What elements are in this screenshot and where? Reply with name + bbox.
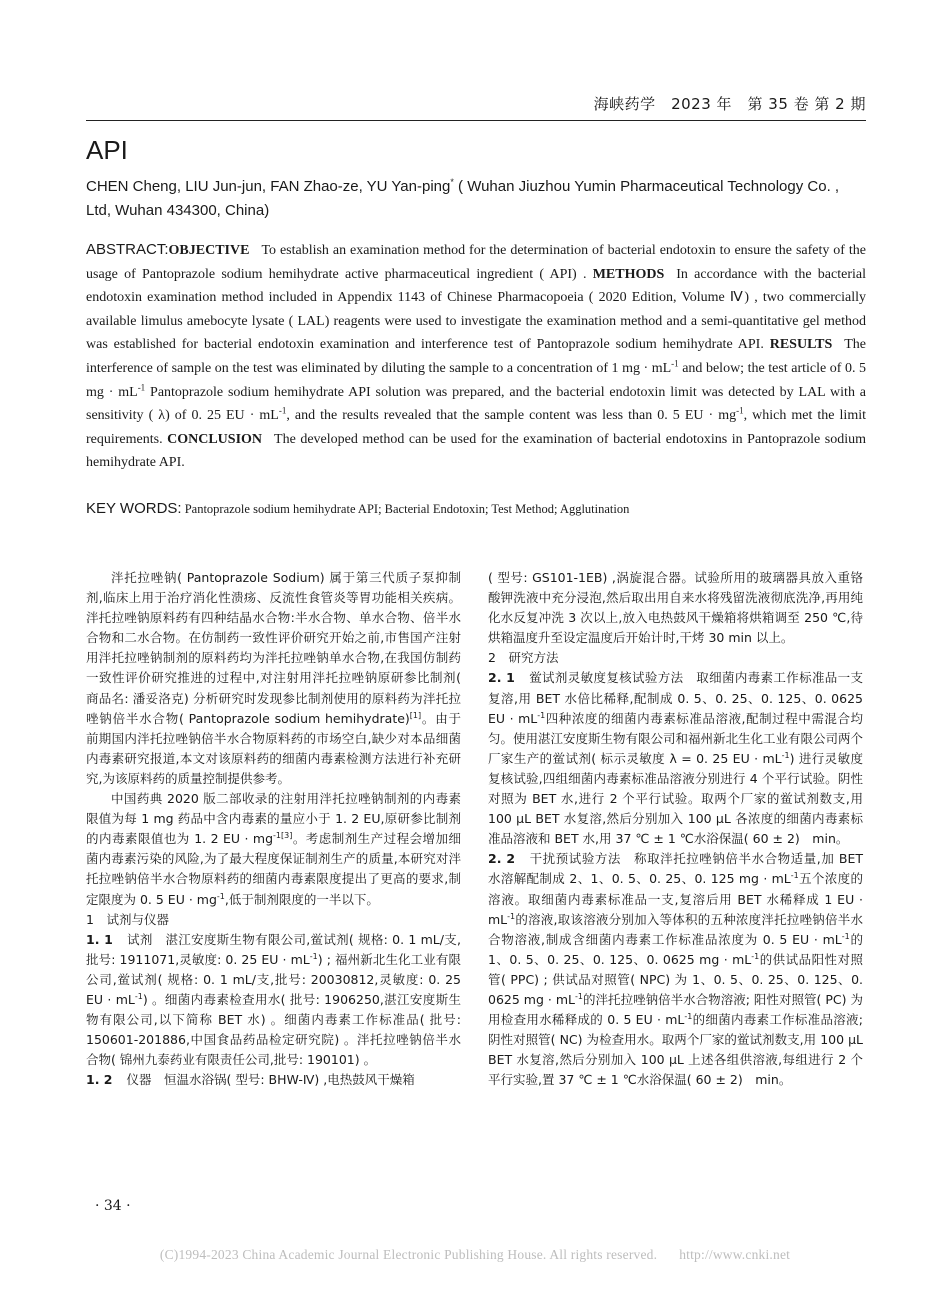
authors-block [86,170,866,223]
section-heading-2: 2 研究方法 [488,650,559,666]
article-title-fragment: API [86,135,128,165]
keywords-text: Pantoprazole sodium hemihydrate API; Bacterial Endotoxin; Test Method; Agglutination [184,502,630,516]
objective-text: To establish an examination method for the determination of bacterial endotoxin to ensure the safety of the usage of Pantoprazole sodium hemihydrate active pharmaceutical ingredient ( API) . [86,243,866,282]
subsection-2-1: 2. 1 鲎试剂灵敏度复核试验方法 取细菌内毒素工作标准品一支复溶,用 BET 水倍比稀释,配制成 0. 5、0. 25、0. 125、0. 0625 EU · $mL^{-1}$四种浓度的细菌内毒素标准品溶液,配制过程中需混合均匀。使用湛江安度斯生物有限公司和福州新北生化工业有限公司两个厂家生产的鲎试剂( 标示灵敏度 λ = 0. 25 EU · $mL^{-1}$) 进行灵敏度复核试验,四组细菌内毒素标准品溶液分别进行 4 个平行试验。阴性对照为 BET 水,进行 2 个平行试验。取两个厂家的鲎试剂数支,用 100 μL BET 水复溶,然后分别加入 100 μL 各浓度的细菌内毒素标准品溶液和 BET 水,用 37 ℃ ± 1 ℃水浴保温( 60 ± 2) min。 [488,670,864,847]
objective-label: OBJECTIVE [168,243,250,258]
author-names: CHEN Cheng, LIU Jun-jun, FAN Zhao-ze, YU Yan-ping [86,178,451,195]
corresponding-mark: * [450,177,454,187]
header-rule [86,120,866,121]
author-affiliation: ( Wuhan Jiuzhou Yumin Pharmaceutical Technology Co. , Ltd, Wuhan 434300, China) [86,178,840,219]
intro-paragraph-2: 中国药典 2020 版二部收录的注射用泮托拉唑钠制剂的内毒素限值为每 1 mg 药品中含内毒素的量应小于 1. 2 EU,原研参比制剂的内毒素限值也为 1. 2 EU · $mg^{-1[3]}$。考虑制剂生产过程会增加细菌内毒素污染的风险,为了最大程度保证制剂生产的质量,本研究对泮托拉唑钠倍半水合物原料药的细菌内毒素限度提出了更高的要求,制定限度为 0. 5 EU · $mg^{-1}$,低于制剂限度的一半以下。 [86,791,461,907]
copyright-footer [0,1247,950,1263]
subsection-2-2: 2. 2 干扰预试验方法 称取泮托拉唑钠倍半水合物适量,加 BET 水溶解配制成 2、1、0. 5、0. 25、0. 125 mg · $mL^{-1}$五个浓度的溶液。取细菌内毒素标准品一支,复溶后用 BET 水稀释成 1 EU · $mL^{-1}$的溶液,取该溶液分别加入等体积的五种浓度泮托拉唑钠倍半水合物溶液,制成含细菌内毒素工作标准品浓度为 0. 5 EU · $mL^{-1}$的 1、0. 5、0. 25、0. 125、0. 0625 mg · $mL^{-1}$的供试品阳性对照管( PPC) ; 供试品对照管( NPC) 为 1、0. 5、0. 25、0. 125、0. 0625 mg · $mL^{-1}$的泮托拉唑钠倍半水合物溶液; 阳性对照管( PC) 为用检查用水稀释成的 0. 5 EU · $mL^{-1}$的细菌内毒素工作标准品溶液; 阴性对照管( NC) 为检查用水。取两个厂家的鲎试剂数支,用 100 μL BET 水复溶,然后分别加入 100 μL 上述各组供溶液,每组进行 2 个平行实验,置 37 ℃ ± 1 ℃水浴保温( 60 ± 2) min。 [488,851,864,1088]
cnki-link[interactable]: http://www.cnki.net [679,1247,791,1262]
methods-label: METHODS [592,266,665,282]
results-label: RESULTS [769,337,833,353]
intro-paragraph-1: 泮托拉唑钠( Pantoprazole Sodium) 属于第三代质子泵抑制剂,临床上用于治疗消化性溃疡、反流性食管炎等胃功能相关疾病。泮托拉唑钠原料药有四种结晶水合物:半水合物、单水合物、倍半水合物和二水合物。在仿制药一致性评价研究开始之前,市售国产注射用泮托拉唑钠制剂的原料药均为泮托拉唑钠单水合物,在我国仿制药一致性评价研究推进的过程中,对注射用泮托拉唑钠原研参比制剂( 商品名: 潘妥洛克) 分析研究时发现参比制剂使用的原料药为泮托拉唑钠倍半水合物( Pantoprazole sodium hemihydrate)[1]。由于前期国内泮托拉唑钠倍半水合物原料药的市场空白,缺少对本品细菌内毒素研究报道,本文对该原料药的细菌内毒素检测方法进行补充研究,为该原料药的质量控制提供参考。 [86,570,461,786]
citation-ref: [1] [409,710,422,720]
left-column [86,568,461,1090]
conclusion-text: The developed method can be used for the examination of bacterial endotoxins in Pantoprazole sodium hemihydrate API. [86,431,867,471]
right-column [488,568,863,1090]
page-number: · 34 · [95,1198,131,1214]
conclusion-label: CONCLUSION [167,431,263,447]
subsection-1-1: 1. 1 试剂 湛江安度斯生物有限公司,鲎试剂( 规格: 0. 1 mL/支,批号: 1911071,灵敏度: 0. 25 EU · $mL^{-1}$) ; 福州新北生化工业有限公司,鲎试剂( 规格: 0. 1 mL/支,批号: 20030812,灵敏度: 0. 25 EU · $mL^{-1}$) 。细菌内毒素检查用水( 批号: 1906250,湛江安度斯生物有限公司,以下简称 BET 水) 。细菌内毒素工作标准品( 批号: 150601-201886,中国食品药品检定研究院) 。泮托拉唑钠倍半水合物( 锦州九泰药业有限责任公司,批号: 190101) 。 [86,931,462,1068]
abstract-label: ABSTRACT: [86,241,169,258]
section-heading-1: 1 试剂与仪器 [86,911,169,927]
methods-text: In accordance with the bacterial endotoxin examination method included in Appendix 1143 of Chinese Pharmacopoeia ( 2020 Edition, Volume Ⅳ) , two commercially available limulus amebocyte lysate ( LAL) reagents were used to investigate the examination method and a semi-quantitative gel method was established for bacterial endotoxin examination and interference test of Pantoprazole sodium hemihydrate API. [86,266,866,353]
english-abstract [86,238,866,475]
keywords [86,500,866,517]
keywords-label: KEY WORDS: [86,500,182,517]
journal-header: 海峡药学 2023 年 第 35 卷 第 2 期 [593,95,866,113]
copyright-text: (C)1994-2023 China Academic Journal Electronic Publishing House. All rights reserved. [159,1247,658,1262]
instrument-continued: ( 型号: GS101-1EB) ,涡旋混合器。试验所用的玻璃器具放入重铬酸钾洗液中充分浸泡,然后取出用自来水将残留洗液彻底洗净,再用纯化水反复冲洗 3 次以上,放入电热鼓风干燥箱将烘箱调至 250 ℃,待烘箱温度升至设定温度后开始计时,干烤 30 min 以上。 [488,570,863,646]
citation-ref: -1[3] [273,831,293,841]
results-text: The interference of sample on the test was eliminated by diluting the sample to a concentration of 1 mg · $mL^{-1}$ and below; the test article of 0. 5 mg · $mL^{-1}$ Pantoprazole sodium hemihydrate API solution was prepared, and the bacterial endotoxin limit was detected by LAL with a sensitivity ( λ) of 0. 25 EU · $mL^{-1}$, and the results revealed that the sample content was less than 0. 5 EU · $mg^{-1}$, which met the limit requirements. [86,337,867,447]
subsection-1-2: 1. 2 仪器 恒温水浴锅( 型号: BHW-Ⅳ) ,电热鼓风干燥箱 [86,1072,415,1088]
